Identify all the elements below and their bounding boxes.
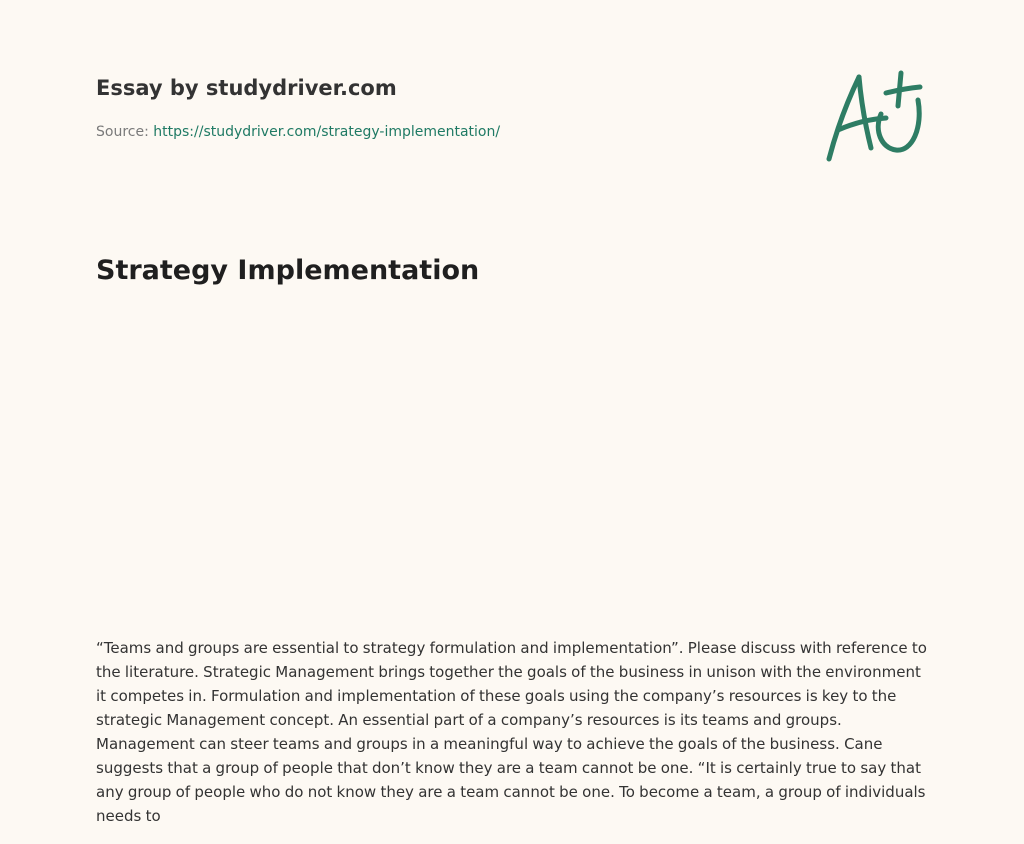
source-label: Source: bbox=[96, 124, 149, 140]
essay-body-text: “Teams and groups are essential to strategy formulation and implementation”. Please discuss with reference to the literature. Strategic Management brings together the goals of the business in unison with the environment it competes in. Formulation and implementation of these goals using the company’s resources is key to the strategic Management concept. An essential part of a company’s resources is its teams and groups. Management can steer teams and groups in a meaningful way to achieve the goals of the business. Cane suggests that a group of people that don’t know they are a team cannot be one. “It is certainly true to say that any group of people who do not know they are a team cannot be one. To become a team, a group of individuals needs to bbox=[96, 639, 927, 825]
source-link[interactable]: https://studydriver.com/strategy-implementation/ bbox=[153, 124, 501, 140]
site-header-title: Essay by studydriver.com bbox=[96, 76, 397, 100]
a-plus-logo-icon bbox=[820, 66, 930, 166]
source-line bbox=[96, 124, 500, 140]
essay-title: Strategy Implementation bbox=[96, 255, 480, 286]
